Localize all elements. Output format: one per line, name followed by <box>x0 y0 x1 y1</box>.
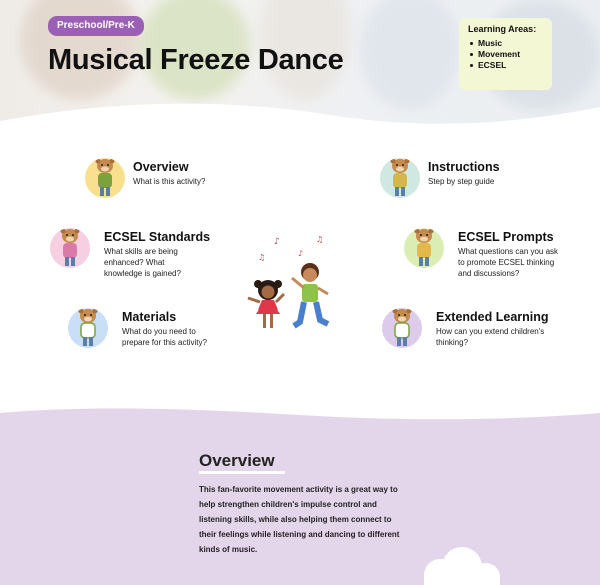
otter-mascot-icon <box>85 158 125 198</box>
nav-card-title: ECSEL Prompts <box>458 230 554 244</box>
page-title: Musical Freeze Dance <box>48 44 344 76</box>
dancing-kids-illustration <box>244 232 334 334</box>
otter-mascot-icon <box>50 228 90 268</box>
nav-card-instructions[interactable] <box>380 158 548 198</box>
nav-card-extended-learning[interactable] <box>382 308 554 348</box>
section-wave <box>0 399 600 423</box>
nav-card-overview[interactable] <box>85 158 243 198</box>
nav-card-desc: What is this activity? <box>133 177 206 186</box>
learning-areas-list <box>468 38 543 71</box>
nav-card-title: Materials <box>122 310 177 324</box>
learning-area-item: Movement <box>468 49 543 60</box>
svg-text:♪: ♪ <box>274 237 280 247</box>
otter-mascot-icon <box>382 308 422 348</box>
otter-mascot-icon <box>380 158 420 198</box>
nav-card-desc: What questions can you ask to promote ECSEL thinking and discussions? <box>458 247 559 278</box>
overview-body: This fan-favorite movement activity is a great way to help strengthen children's impulse control and listening skills, while also helping them connect to their feelings while listening and dancing to different kinds of music. <box>199 485 400 554</box>
hero-photo-blur <box>360 0 460 110</box>
overview-heading: Overview <box>199 451 275 470</box>
nav-card-title: Instructions <box>428 160 500 174</box>
learning-area-item: ECSEL <box>468 60 543 71</box>
nav-card-title: Extended Learning <box>436 310 549 324</box>
nav-card-ecsel-standards[interactable] <box>50 228 210 279</box>
learning-areas-heading: Learning Areas: <box>468 24 537 34</box>
learning-areas-box <box>459 18 552 90</box>
otter-mascot-icon <box>68 308 108 348</box>
overview-underline <box>199 471 285 474</box>
nav-card-title: Overview <box>133 160 189 174</box>
svg-text:♫: ♫ <box>316 235 324 244</box>
nav-card-materials[interactable] <box>68 308 222 348</box>
grade-badge: Preschool/Pre-K <box>48 16 144 36</box>
cloud-decoration <box>410 545 510 585</box>
learning-area-item: Music <box>468 38 543 49</box>
nav-card-desc: What do you need to prepare for this activity? <box>122 327 207 347</box>
svg-text:♫: ♫ <box>258 253 266 262</box>
hero-wave <box>0 95 600 135</box>
nav-card-desc: What skills are being enhanced? What knowledge is gained? <box>104 247 181 278</box>
nav-card-desc: Step by step guide <box>428 177 495 186</box>
svg-text:♪: ♪ <box>298 249 304 258</box>
nav-card-title: ECSEL Standards <box>104 230 211 244</box>
otter-mascot-icon <box>404 228 444 268</box>
nav-card-ecsel-prompts[interactable] <box>404 228 566 279</box>
nav-card-desc: How can you extend children's thinking? <box>436 327 545 347</box>
